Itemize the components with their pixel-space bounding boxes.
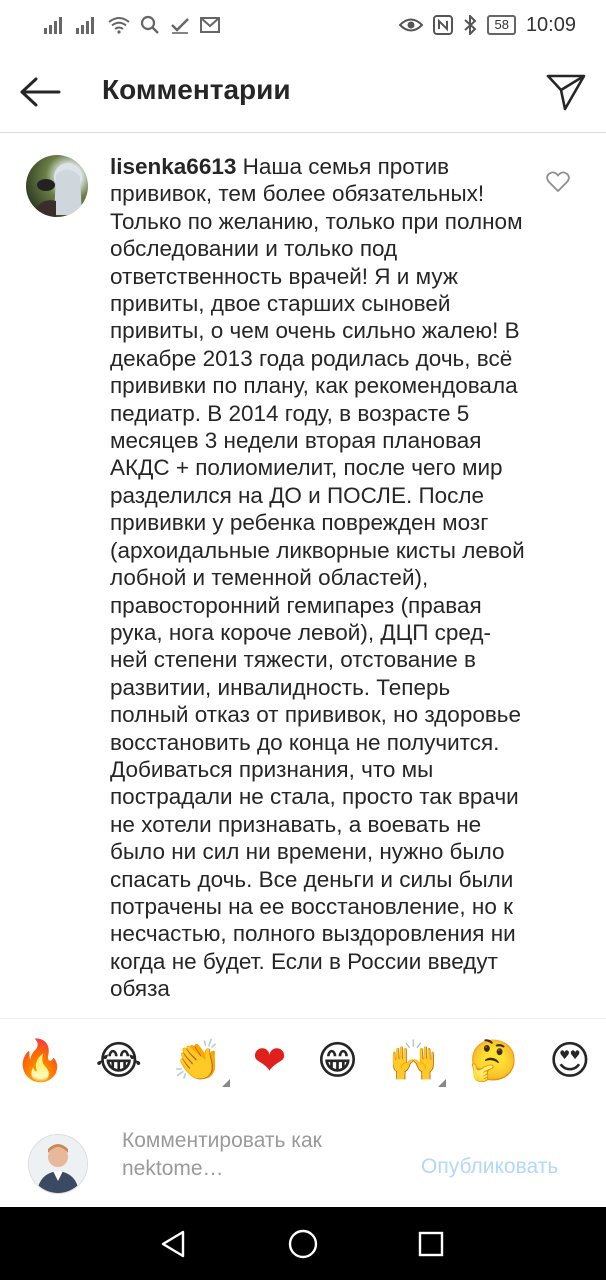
variant-indicator-icon xyxy=(222,1079,230,1087)
system-nav-bar xyxy=(0,1207,606,1280)
nfc-icon xyxy=(433,15,453,35)
nav-recents-button[interactable] xyxy=(414,1227,448,1261)
back-button[interactable] xyxy=(18,72,62,112)
signal-icon xyxy=(44,16,66,34)
heart-emoji-glyph: ❤ xyxy=(252,1038,287,1084)
joy-emoji[interactable]: 😂 xyxy=(95,1038,143,1084)
publish-button[interactable]: Опубликовать xyxy=(421,1155,559,1178)
mail-icon xyxy=(200,17,220,33)
send-icon xyxy=(546,73,586,111)
raised-hands-emoji[interactable] xyxy=(388,1038,439,1084)
page-title: Комментарии xyxy=(102,74,291,105)
status-bar-left xyxy=(0,15,220,35)
status-time: 10:09 xyxy=(525,13,576,36)
grin-emoji[interactable]: 😁 xyxy=(316,1038,359,1084)
search-icon xyxy=(140,15,160,35)
wifi-icon xyxy=(108,16,130,34)
share-button[interactable] xyxy=(544,70,588,114)
back-triangle-icon xyxy=(159,1229,187,1259)
comment-list[interactable] xyxy=(0,133,606,1017)
signal-icon xyxy=(76,16,98,34)
clap-emoji[interactable] xyxy=(172,1038,223,1084)
emoji-bar xyxy=(0,1018,606,1104)
comment-username[interactable]: lisenka6613 xyxy=(110,154,237,179)
heart-outline-icon xyxy=(546,171,570,193)
status-bar xyxy=(0,0,606,50)
raised-hands-emoji-glyph: 🙌 xyxy=(388,1038,439,1084)
battery-icon: 58 xyxy=(487,15,515,35)
avatar[interactable] xyxy=(26,155,88,217)
heart-emoji[interactable] xyxy=(252,1038,287,1084)
comment-text: Наша семья против прививок, тем более обязательных! Только по желанию, только при полном обследовании и только под ответственность врачей! Я и муж привиты, двое старших сыновей привиты, о чем очень сильно жалею! В декабре 2013 года родилась дочь, всё прививки по плану, как рекомендовала педиатр. В 2014 году, в возрасте 5 месяцев 3 недели вторая плановая АКДС + полиомиелит, после чего мир разделился на ДО и ПОСЛЕ. После прививки у ребенка поврежден мозг (архоидальные ликворные кисты левой лобной и теменной областей), правосторонний гемипарез (правая рука, нога короче левой), ДЦП сред-ней степени тяжести, отстование в развитии, инвалидность. Теперь полный отказ от прививок, но здоровье восстановить до конца не получится. Добиваться признания, что мы пострадали не стала, просто так врачи не хотели признавать, а воевать не было ни сил ни времени, нужно было спасать дочь. Все деньги и силы были потрачены на ее восстановление, но к несчастью, полного выздоровления ни когда не будет. Если в России введут обяза xyxy=(110,154,531,1002)
check-icon xyxy=(170,16,190,34)
eye-icon xyxy=(399,17,423,33)
like-button[interactable] xyxy=(546,171,572,197)
thinking-emoji[interactable]: 🤔 xyxy=(468,1038,519,1084)
clap-emoji-glyph: 👏 xyxy=(172,1038,223,1084)
home-circle-icon xyxy=(287,1228,319,1260)
nav-back-button[interactable] xyxy=(156,1227,190,1261)
nav-home-button[interactable] xyxy=(286,1227,320,1261)
bluetooth-icon xyxy=(463,15,477,35)
arrow-left-icon xyxy=(18,76,62,108)
comment-input[interactable]: Комментировать как nektome… xyxy=(122,1129,322,1180)
status-bar-right xyxy=(399,14,606,37)
recents-square-icon xyxy=(417,1230,445,1258)
fire-emoji[interactable]: 🔥 xyxy=(15,1038,65,1084)
avatar xyxy=(28,1134,88,1194)
variant-indicator-icon xyxy=(438,1079,446,1087)
comment-body xyxy=(110,153,531,1003)
heart-eyes-emoji[interactable]: 😍 xyxy=(549,1038,591,1084)
comment-composer xyxy=(0,1103,606,1207)
header xyxy=(0,50,606,133)
